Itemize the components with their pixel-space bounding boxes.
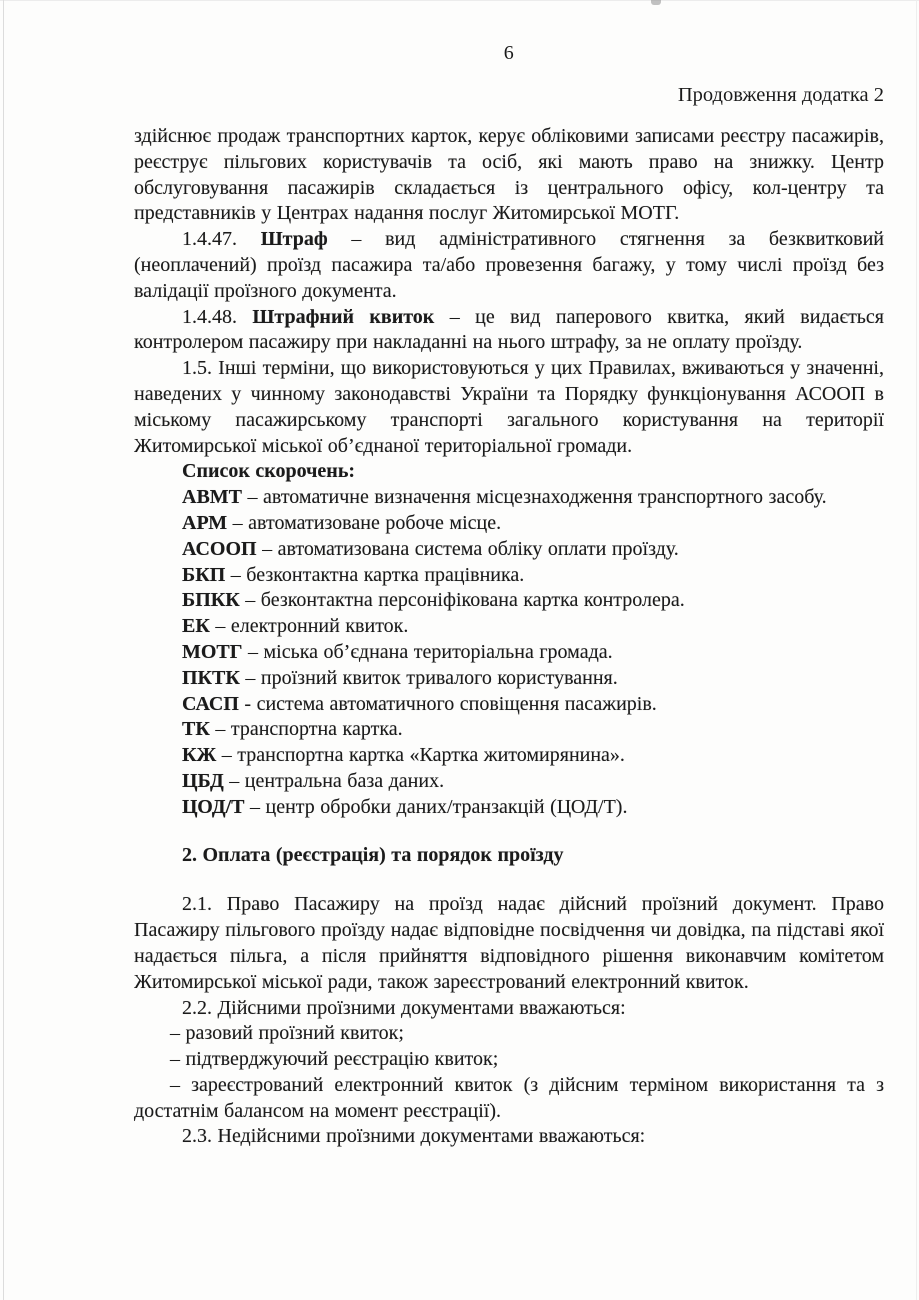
paragraph-1-5 [134,356,884,459]
abbreviation-definition: – транспортна картка «Картка житомирянина». [216,744,625,767]
abbreviation-definition: – безконтактна картка працівника. [225,563,525,586]
document-body [134,124,884,1150]
abbreviation-definition: – центральна база даних. [223,769,445,792]
paragraph-text: здійснює продаж транспортних карток, керує обліковими записами реєстру пасажирів, реєструє пільгових користувачів та осіб, які мають право на знижку. Центр обслуговування пасажирів складається із центрального офісу, кол-центру та представників у Центрах надання послуг Житомирської МОТГ. [134,125,884,225]
paragraph-text: 2.3. Недійсними проїзними документами вважаються: [182,1125,646,1148]
abbreviation-label: АВМТ [182,486,242,509]
dash-list-item [134,1047,884,1073]
abbreviation-item [134,614,884,640]
abbreviation-definition: – електронний квиток. [209,615,409,638]
paragraph-2-3 [134,1124,884,1150]
abbreviation-label: САСП [182,692,239,715]
scan-edge-right [916,0,917,1300]
paragraph-2-1 [134,892,884,995]
abbreviation-definition: – транспортна картка. [209,718,403,741]
abbreviation-label: АСООП [182,537,257,560]
dash-list-item [134,1021,884,1047]
list-item-text: – зареєстрований електронний квиток (з дійсним терміном використання та з достатнім балансом на момент реєстрації). [134,1073,884,1122]
scan-edge-left [3,0,4,1300]
abbreviation-item [134,795,884,821]
abbreviation-label: ТК [182,718,210,741]
paragraph-text: 2.1. Право Пасажиру на проїзд надає дійсний проїзний документ. Право Пасажиру пільгового проїзду надає відповідне посвідчення чи довідка, па підставі якої надається пільга, а після прийняття відповідного рішення виконавчим комітетом Житомирської міської ради, також зареєстрований електронний квиток. [134,893,884,993]
abbreviations-heading [134,459,884,485]
abbreviation-definition: – автоматичне визначення місцезнаходження транспортного засобу. [242,486,827,509]
abbreviation-item [134,485,884,511]
abbreviation-item [134,511,884,537]
section-2-heading: 2. Оплата (реєстрація) та порядок проїзду [182,843,564,866]
paragraph-intro-continuation [134,124,884,227]
list-item-text: – підтверджуючий реєстрацію квиток; [170,1048,499,1071]
page-number: 6 [503,42,515,64]
abbreviation-definition: – автоматизоване робоче місце. [227,511,502,534]
abbreviation-definition: - система автоматичного сповіщення пасажирів. [238,692,657,715]
abbreviation-item [134,717,884,743]
paragraph-text: 1.5. Інші терміни, що використовуються у цих Правилах, вживаються у значенні, наведених у чинному законодавстві України та Порядку функціонування АСООП в міському пасажирському транспорті загального користування на території Житомирської міської об’єднаної територіальної громади. [134,357,884,457]
abbreviation-definition: – автоматизована система обліку оплати проїзду. [256,537,679,560]
term-definition-text: – це вид паперового квитка, який видається контролером пасажиру при накладанні на нього штрафу, за не оплату проїзду. [134,305,885,354]
clause-number: 1.4.47. [182,228,261,251]
abbreviations-heading-text: Список скорочень: [182,460,356,483]
abbreviation-item [134,640,884,666]
abbreviation-definition: – безконтактна персоніфікована картка контролера. [239,589,685,612]
abbreviation-definition: – міська об’єднана територіальна громада. [242,640,613,663]
abbreviation-definition: – проїзний квиток тривалого користування. [239,666,618,689]
term-definition-1-4-48 [134,305,884,357]
scan-speck [651,0,661,5]
paragraph-2-2 [134,996,884,1022]
clause-number: 1.4.48. [182,305,253,328]
abbreviation-label: МОТГ [182,640,243,663]
abbreviation-label: БКП [182,563,226,586]
scan-edge-top [0,0,919,1]
abbreviation-item [134,666,884,692]
abbreviation-item [134,743,884,769]
abbreviation-label: ЦОД/Т [182,795,245,818]
term-label: Штрафний квиток [252,305,435,328]
term-label: Штраф [260,228,328,251]
abbreviation-item [134,563,884,589]
dash-list-item [134,1073,884,1125]
abbreviation-label: ЕК [182,615,210,638]
abbreviation-definition: – центр обробки даних/транзакцій (ЦОД/Т). [244,795,628,818]
term-definition-text: – вид адміністративного стягнення за безквитковий (неоплачений) проїзд пасажира та/або провезення багажу, у тому числі проїзд без валідації проїзного документа. [134,228,885,302]
abbreviation-label: КЖ [182,744,217,767]
list-item-text: – разовий проїзний квиток; [170,1022,404,1045]
abbreviation-item [134,692,884,718]
paragraph-text: 2.2. Дійсними проїзними документами вважаються: [182,996,626,1019]
abbreviation-label: ПКТК [182,666,240,689]
abbreviation-item [134,588,884,614]
abbreviation-item [134,769,884,795]
annex-continuation-label: Продовження додатка 2 [677,84,884,106]
abbreviation-label: БПКК [182,589,240,612]
abbreviation-label: АРМ [182,511,228,534]
abbreviation-label: ЦБД [182,769,224,792]
term-definition-1-4-47 [134,227,884,304]
abbreviation-item [134,537,884,563]
